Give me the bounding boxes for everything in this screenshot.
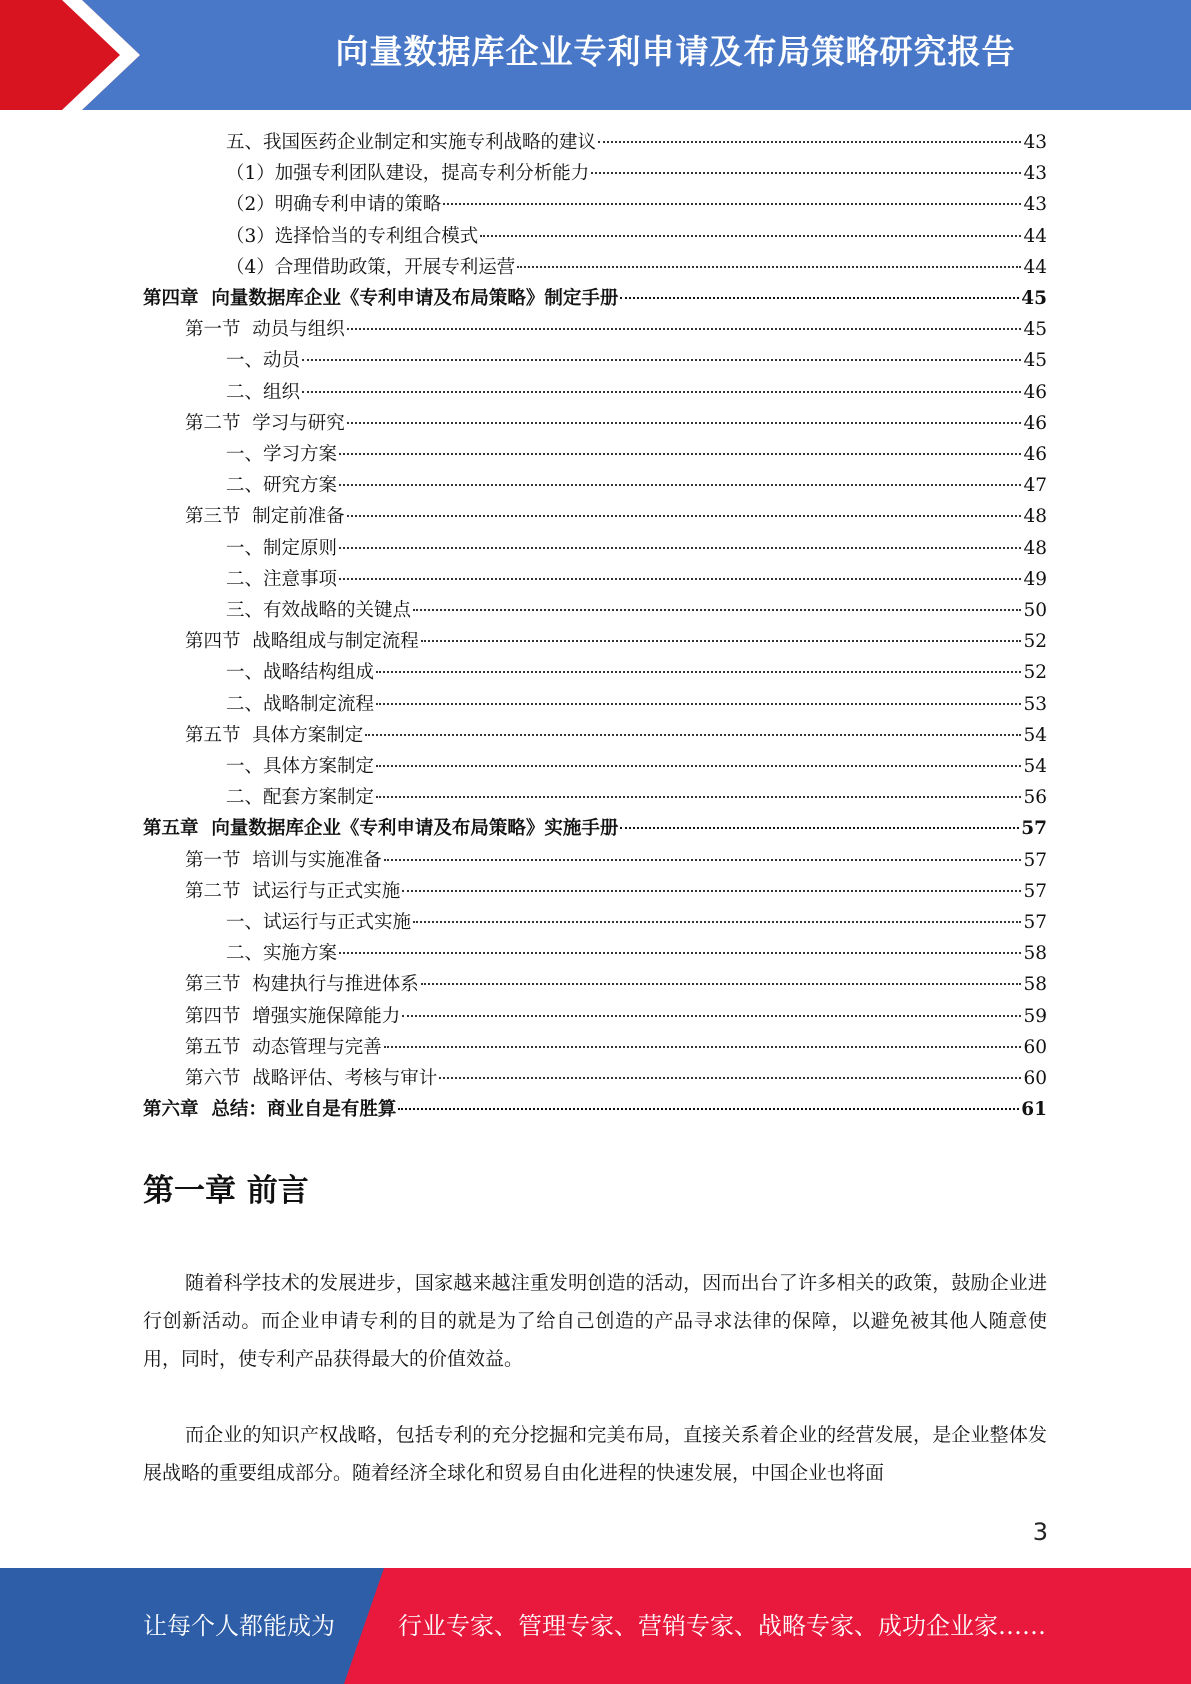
toc-entry-label: 一、动员 (226, 350, 301, 372)
toc-entry-page: 58 (1023, 943, 1047, 965)
toc-subsection-entry[interactable] (226, 938, 1047, 969)
toc-subsection-entry[interactable] (226, 252, 1047, 283)
toc-subsection-entry[interactable] (226, 564, 1047, 595)
toc-dot-leader (339, 951, 1021, 954)
toc-entry-label: 第一节 动员与组织 (185, 319, 345, 341)
toc-entry-page: 46 (1023, 444, 1047, 465)
toc-entry-label: 一、制定原则 (226, 537, 338, 559)
toc-dot-leader (302, 390, 1021, 393)
toc-entry-page: 58 (1023, 974, 1047, 996)
toc-dot-leader (384, 858, 1022, 861)
toc-entry-page: 59 (1023, 1005, 1047, 1027)
toc-entry-page: 52 (1023, 631, 1047, 653)
toc-entry-label: 第五节 具体方案制定 (185, 724, 364, 746)
toc-section-entry[interactable] (185, 969, 1047, 1000)
toc-entry-page: 45 (1023, 319, 1047, 341)
toc-section-entry[interactable] (185, 1001, 1047, 1032)
toc-entry-label: （2）明确专利申请的策略 (226, 194, 442, 216)
toc-subsection-entry[interactable] (226, 657, 1047, 688)
toc-entry-page: 52 (1023, 662, 1047, 684)
toc-entry-page: 54 (1023, 724, 1047, 746)
toc-entry-label: 二、配套方案制定 (226, 787, 375, 809)
toc-subsection-entry[interactable] (226, 158, 1047, 189)
toc-subsection-entry[interactable] (226, 751, 1047, 782)
toc-dot-leader (402, 889, 1021, 892)
toc-dot-leader (517, 265, 1021, 268)
toc-dot-leader (620, 826, 1019, 829)
toc-chapter-entry[interactable] (143, 1094, 1047, 1125)
toc-entry-label: 第四节 战略组成与制定流程 (185, 631, 419, 653)
toc-entry-page: 53 (1023, 693, 1047, 715)
toc-section-entry[interactable] (185, 845, 1047, 876)
toc-entry-page: 48 (1023, 506, 1047, 528)
toc-entry-label: 第六章 总结：商业自是有胜算 (143, 1099, 397, 1121)
toc-section-entry[interactable] (185, 876, 1047, 907)
toc-dot-leader (376, 795, 1021, 798)
toc-entry-label: 一、试运行与正式实施 (226, 912, 412, 933)
toc-dot-leader (598, 140, 1021, 143)
toc-subsection-entry[interactable] (226, 533, 1047, 564)
footer-slogan: 让每个人都能成为 (143, 1612, 335, 1640)
toc-dot-leader (339, 452, 1021, 455)
toc-dot-leader (620, 296, 1019, 299)
toc-dot-leader (421, 982, 1022, 985)
toc-entry-page: 45 (1023, 350, 1047, 372)
toc-entry-page: 44 (1023, 256, 1047, 278)
toc-section-entry[interactable] (185, 720, 1047, 751)
paragraph-1: 随着科学技术的发展进步，国家越来越注重发明创造的活动，因而出台了许多相关的政策，鼓励企业进行创新活动。而企业申请专利的目的就是为了给自己创造的产品寻求法律的保障，以避免被其他人随意使用，同时，使专利产品获得最大的价值效益。 (143, 1272, 1047, 1370)
toc-entry-label: 二、研究方案 (226, 475, 338, 497)
toc-entry-label: 第四节 增强实施保障能力 (185, 1005, 401, 1027)
toc-dot-leader (413, 608, 1021, 611)
toc-entry-page: 61 (1021, 1099, 1047, 1121)
toc-section-entry[interactable] (185, 314, 1047, 345)
chapter-heading: 第一章 前言 (143, 1173, 309, 1209)
header-banner (0, 0, 1191, 110)
toc-dot-leader (439, 1076, 1021, 1079)
toc-dot-leader (421, 639, 1022, 642)
footer-tagline: 行业专家、管理专家、营销专家、战略专家、成功企业家…… (398, 1612, 1046, 1640)
toc-entry-label: 二、战略制定流程 (226, 693, 375, 715)
toc-subsection-entry[interactable] (226, 345, 1047, 376)
toc-entry-label: （4）合理借助政策，开展专利运营 (226, 256, 516, 278)
toc-entry-label: 第三节 制定前准备 (185, 506, 345, 528)
toc-subsection-entry[interactable] (226, 595, 1047, 626)
toc-entry-page: 46 (1023, 412, 1047, 434)
toc-chapter-entry[interactable] (143, 283, 1047, 314)
toc-entry-page: 46 (1023, 381, 1047, 403)
toc-entry-page: 60 (1023, 1068, 1047, 1089)
toc-entry-label: 二、组织 (226, 381, 301, 403)
toc-entry-label: （1）加强专利团队建设，提高专利分析能力 (226, 163, 590, 185)
toc-subsection-entry[interactable] (226, 907, 1047, 938)
toc-dot-leader (413, 920, 1021, 923)
toc-section-entry[interactable] (185, 626, 1047, 657)
toc-entry-page: 54 (1023, 756, 1047, 777)
toc-entry-page: 43 (1023, 194, 1047, 216)
toc-entry-label: （3）选择恰当的专利组合模式 (226, 225, 479, 247)
toc-entry-page: 47 (1023, 475, 1047, 497)
toc-dot-leader (347, 514, 1022, 517)
toc-subsection-entry[interactable] (226, 221, 1047, 252)
toc-dot-leader (339, 546, 1021, 549)
report-title: 向量数据库企业专利申请及布局策略研究报告 (335, 32, 1016, 71)
toc-entry-page: 49 (1023, 568, 1047, 590)
toc-dot-leader (376, 764, 1021, 767)
toc-entry-label: 第六节 战略评估、考核与审计 (185, 1068, 438, 1089)
toc-entry-label: 二、实施方案 (226, 943, 338, 965)
toc-entry-page: 57 (1023, 849, 1047, 871)
toc-subsection-entry[interactable] (226, 470, 1047, 501)
toc-entry-label: 一、战略结构组成 (226, 662, 375, 684)
toc-entry-label: 第二节 学习与研究 (185, 412, 345, 434)
toc-entry-label: 第五章 向量数据库企业《专利申请及布局策略》实施手册 (143, 818, 619, 840)
toc-dot-leader (339, 577, 1021, 580)
toc-entry-page: 43 (1023, 132, 1047, 153)
toc-entry-page: 60 (1023, 1036, 1047, 1058)
toc-entry-page: 45 (1021, 288, 1047, 309)
toc-entry-label: 三、有效战略的关键点 (226, 600, 412, 621)
toc-dot-leader (376, 702, 1021, 705)
toc-subsection-entry[interactable] (226, 377, 1047, 408)
toc-section-entry[interactable] (185, 1032, 1047, 1063)
header-arrow-decoration (0, 0, 150, 110)
toc-entry-label: 第四章 向量数据库企业《专利申请及布局策略》制定手册 (143, 288, 619, 309)
toc-dot-leader (402, 1014, 1021, 1017)
toc-dot-leader (347, 327, 1022, 330)
toc-subsection-entry[interactable] (226, 439, 1047, 470)
toc-chapter-entry[interactable] (143, 813, 1047, 844)
toc-section-entry[interactable] (185, 1063, 1047, 1094)
toc-subsection-entry[interactable] (226, 127, 1047, 158)
toc-subsection-entry[interactable] (226, 689, 1047, 720)
toc-subsection-entry[interactable] (226, 189, 1047, 220)
toc-entry-page: 57 (1023, 912, 1047, 933)
toc-subsection-entry[interactable] (226, 782, 1047, 813)
toc-section-entry[interactable] (185, 501, 1047, 532)
toc-dot-leader (443, 202, 1021, 205)
footer-banner (0, 1568, 1191, 1684)
toc-dot-leader (384, 1045, 1022, 1048)
toc-entry-page: 50 (1023, 600, 1047, 621)
toc-entry-label: 一、具体方案制定 (226, 756, 375, 777)
toc-entry-label: 二、注意事项 (226, 568, 338, 590)
toc-dot-leader (339, 483, 1021, 486)
toc-dot-leader (365, 733, 1021, 736)
paragraph-2: 而企业的知识产权战略，包括专利的充分挖掘和完美布局，直接关系着企业的经营发展，是企业整体发展战略的重要组成部分。随着经济全球化和贸易自由化进程的快速发展，中国企业也将面 (143, 1424, 1047, 1484)
toc-dot-leader (591, 171, 1021, 174)
toc-entry-label: 第三节 构建执行与推进体系 (185, 974, 419, 996)
toc-dot-leader (347, 421, 1022, 424)
toc-entry-page: 56 (1023, 787, 1047, 809)
toc-entry-page: 48 (1023, 537, 1047, 559)
toc-entry-page: 43 (1023, 163, 1047, 185)
toc-section-entry[interactable] (185, 408, 1047, 439)
toc-entry-label: 一、学习方案 (226, 444, 338, 465)
toc-entry-label: 五、我国医药企业制定和实施专利战略的建议 (226, 132, 597, 153)
toc-dot-leader (480, 234, 1021, 237)
toc-entry-label: 第五节 动态管理与完善 (185, 1036, 382, 1058)
toc-dot-leader (302, 358, 1021, 361)
toc-dot-leader (376, 670, 1021, 673)
toc-dot-leader (398, 1107, 1019, 1110)
toc-entry-page: 57 (1021, 818, 1047, 840)
page-number: 3 (1032, 1518, 1048, 1546)
toc-entry-page: 57 (1023, 880, 1047, 902)
toc-entry-label: 第一节 培训与实施准备 (185, 849, 382, 871)
toc-entry-label: 第二节 试运行与正式实施 (185, 880, 401, 902)
toc-entry-page: 44 (1023, 225, 1047, 247)
